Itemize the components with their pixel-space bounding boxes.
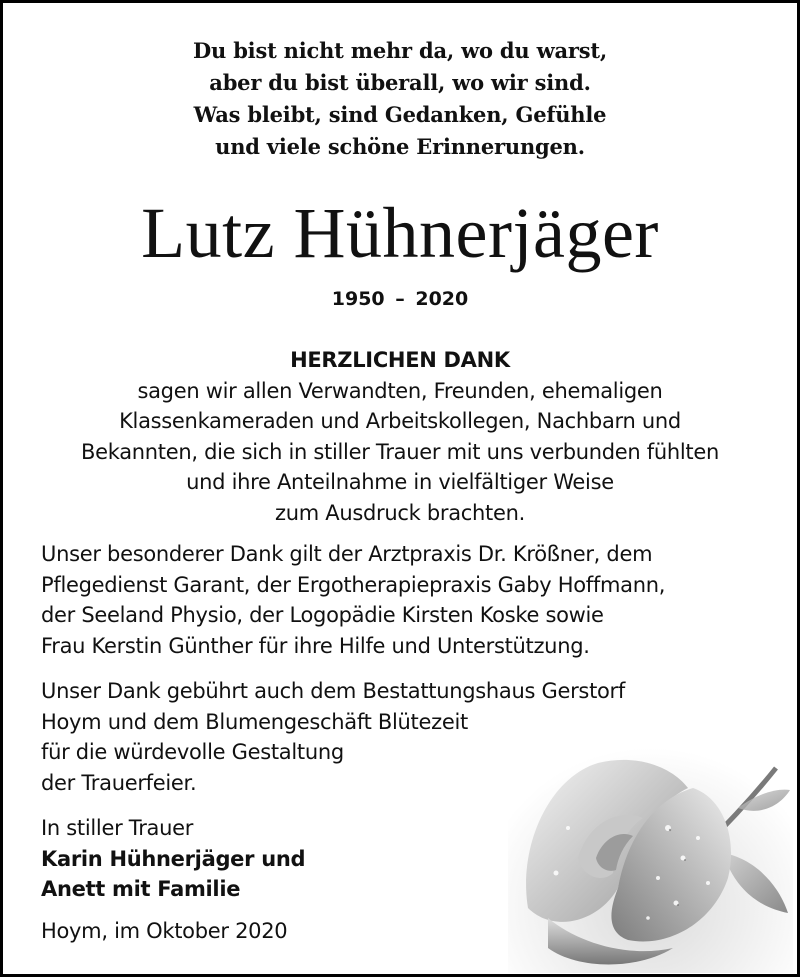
thanks-line: Klassenkameraden und Arbeitskollegen, Nachbarn und <box>119 409 681 433</box>
funeral-thanks-line: Hoym und dem Blumengeschäft Blütezeit <box>41 709 468 734</box>
thanks-line: Bekannten, die sich in stiller Trauer mit uns verbunden fühlten <box>80 439 719 464</box>
special-thanks-line: der Seeland Physio, der Logopädie Kirsten Koske sowie <box>41 603 604 627</box>
funeral-thanks-line: für die würdevolle Gestaltung <box>41 740 344 764</box>
quote-line: und viele schöne Erinnerungen. <box>215 134 585 159</box>
special-thanks-line: Pflegedienst Garant, der Ergotherapiepraxis Gaby Hoffmann, <box>41 572 666 597</box>
thanks-heading: HERZLICHEN DANK <box>290 348 510 372</box>
quote-line: Du bist nicht mehr da, wo du warst, <box>193 38 607 63</box>
quote-line: Was bleibt, sind Gedanken, Gefühle <box>193 102 607 127</box>
signature-block <box>41 813 305 905</box>
quote-line: aber du bist überall, wo wir sind. <box>209 70 591 95</box>
thanks-line: zum Ausdruck brachten. <box>275 500 525 525</box>
place-date: Hoym, im Oktober 2020 <box>41 919 288 943</box>
funeral-thanks-line: der Trauerfeier. <box>41 770 197 795</box>
rose-icon <box>508 708 793 973</box>
thanks-section <box>3 345 797 528</box>
memorial-quote <box>3 35 797 163</box>
signature-name: Anett mit Familie <box>41 877 241 901</box>
thanks-line: und ihre Anteilnahme in vielfältiger Weise <box>186 470 614 494</box>
signature-intro: In stiller Trauer <box>41 816 194 840</box>
special-thanks-paragraph <box>41 539 665 661</box>
deceased-name: Lutz Hühnerjäger <box>141 193 659 273</box>
life-years: 1950 – 2020 <box>331 288 469 310</box>
special-thanks-line: Frau Kerstin Günther für ihre Hilfe und Unterstützung. <box>41 633 590 658</box>
thanks-line: sagen wir allen Verwandten, Freunden, ehemaligen <box>137 378 663 403</box>
signature-name: Karin Hühnerjäger und <box>41 846 306 871</box>
funeral-thanks-line: Unser Dank gebührt auch dem Bestattungshaus Gerstorf <box>41 679 625 703</box>
special-thanks-line: Unser besonderer Dank gilt der Arztpraxis Dr. Krößner, dem <box>41 542 653 566</box>
